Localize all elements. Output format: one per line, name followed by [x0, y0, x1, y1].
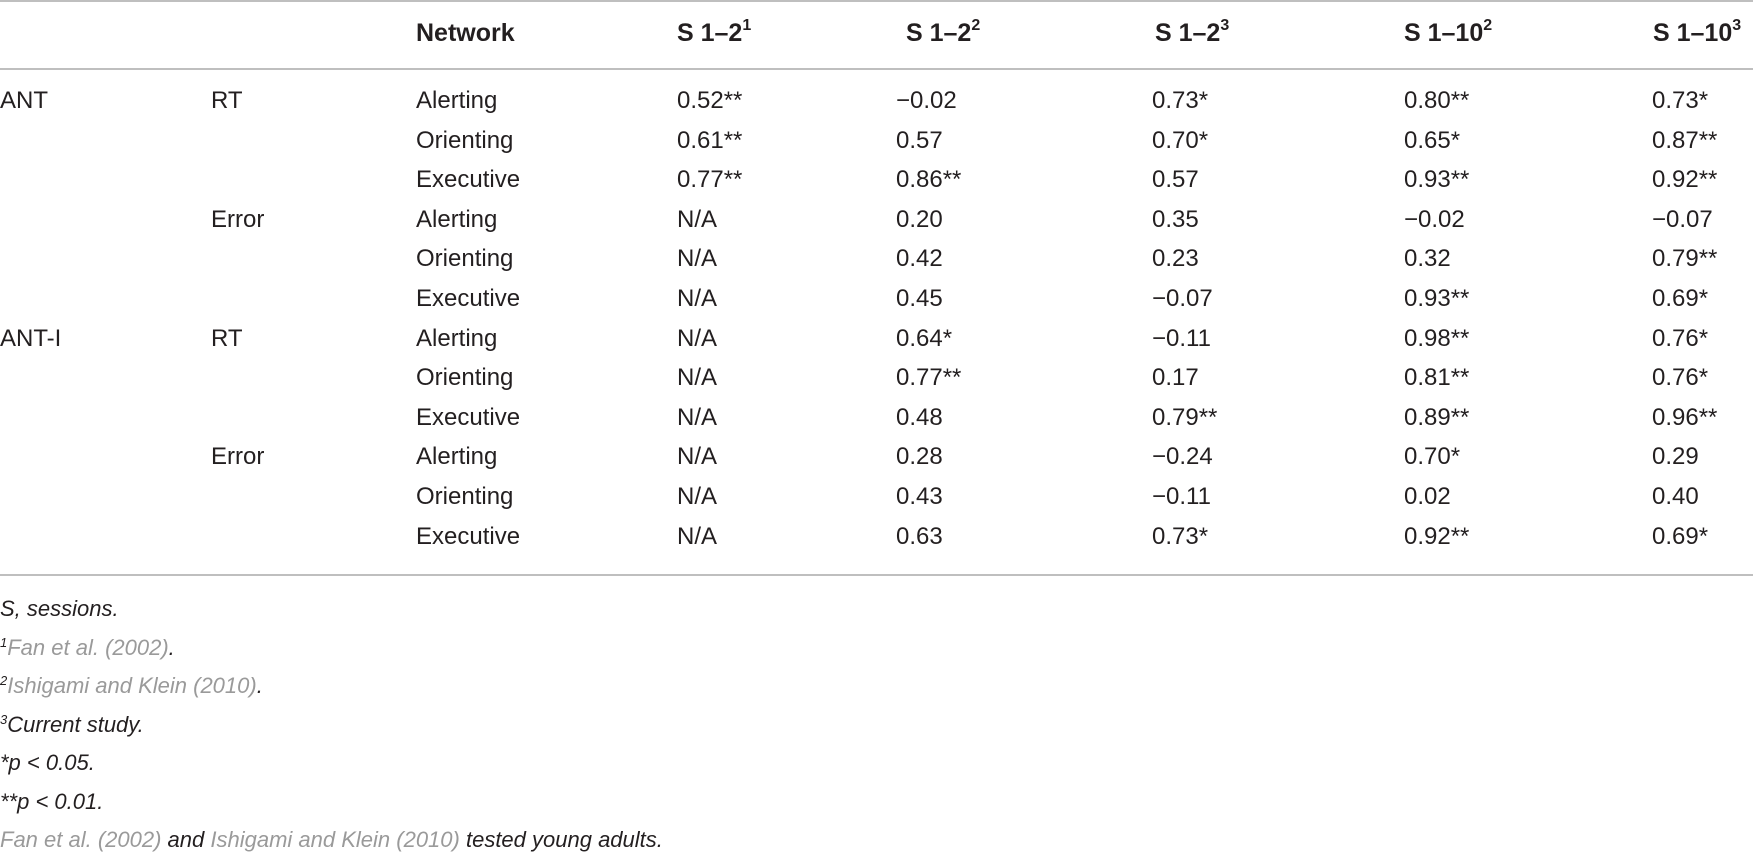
footnote-3: $^3$Current study.: [0, 711, 144, 737]
cell-s12-2: 0.20: [896, 205, 943, 233]
cell-s12-2: 0.77**: [896, 364, 962, 392]
cell-s12-3: −0.11: [1152, 324, 1211, 352]
row-network-label: Orienting: [416, 245, 514, 273]
row-task-label: ANT: [0, 87, 48, 114]
table-header-row: [0, 13, 1753, 53]
cell-s12-2: 0.48: [896, 403, 943, 431]
row-network-label: Alerting: [416, 87, 498, 114]
row-measure-label: RT: [211, 324, 243, 352]
cell-s110-2: 0.65*: [1404, 126, 1461, 154]
cell-s12-3: −0.11: [1152, 482, 1211, 510]
footnote-sessions: S, sessions.: [0, 596, 119, 621]
cell-s12-2: 0.28: [896, 443, 943, 471]
cell-s110-3: 0.69*: [1652, 284, 1709, 312]
cell-s12-1: 0.61**: [677, 126, 743, 154]
cell-s110-2: 0.80**: [1404, 87, 1470, 114]
table-row: [0, 279, 1753, 319]
cell-s12-1: N/A: [677, 522, 718, 550]
cell-s110-3: 0.96**: [1652, 403, 1718, 431]
cell-s12-3: 0.57: [1152, 166, 1199, 194]
footnote-1: $^1$Fan et al. (2002).: [0, 634, 175, 660]
table-row: [0, 517, 1753, 557]
cell-s110-3: 0.87**: [1652, 126, 1718, 154]
cell-s110-2: 0.93**: [1404, 166, 1470, 194]
cell-s110-3: −0.07: [1652, 205, 1713, 233]
row-network-label: Orienting: [416, 364, 514, 392]
cell-s12-3: 0.23: [1152, 245, 1199, 273]
row-network-label: Orienting: [416, 482, 514, 510]
cell-s12-1: 0.77**: [677, 166, 743, 194]
row-network-label: Executive: [416, 166, 521, 194]
footnote-p05: *p < 0.05.: [0, 750, 95, 775]
table-row: [0, 319, 1753, 359]
table-bottom-rule: [0, 574, 1753, 576]
header-s12-3: S $1-2^3$: [1155, 17, 1230, 47]
cell-s12-3: 0.70*: [1152, 126, 1209, 154]
table-row: [0, 239, 1753, 279]
cell-s110-2: 0.70*: [1404, 443, 1461, 471]
table-row: [0, 160, 1753, 200]
cell-s110-3: 0.92**: [1652, 166, 1718, 194]
table-row: [0, 121, 1753, 161]
cell-s12-1: N/A: [677, 482, 718, 510]
cell-s12-1: N/A: [677, 245, 718, 273]
reference-link-fan[interactable]: Fan et al. (2002): [7, 634, 169, 660]
cell-s12-2: 0.57: [896, 126, 943, 154]
cell-s110-2: 0.98**: [1404, 324, 1470, 352]
header-network: Network: [416, 19, 515, 47]
header-s12-1: S $1-2^1$: [677, 17, 752, 47]
cell-s12-2: 0.43: [896, 482, 943, 510]
cell-s12-1: N/A: [677, 443, 718, 471]
cell-s12-1: N/A: [677, 364, 718, 392]
row-network-label: Alerting: [416, 324, 498, 352]
cell-s110-2: 0.92**: [1404, 522, 1470, 550]
table-row: [0, 81, 1753, 121]
row-measure-label: Error: [211, 205, 265, 233]
cell-s12-2: 0.42: [896, 245, 943, 273]
cell-s110-3: 0.69*: [1652, 522, 1709, 550]
table-row: [0, 200, 1753, 240]
header-s110-2: S $1-10^2$: [1404, 17, 1493, 47]
cell-s12-1: N/A: [677, 284, 718, 312]
cell-s12-3: 0.73*: [1152, 522, 1209, 550]
cell-s12-3: −0.24: [1152, 443, 1213, 471]
cell-s110-3: 0.40: [1652, 482, 1699, 510]
header-s12-2: S $1-2^2$: [906, 17, 981, 47]
cell-s110-2: 0.32: [1404, 245, 1451, 273]
cell-s110-3: 0.73*: [1652, 87, 1709, 114]
table-top-rule: [0, 0, 1753, 2]
table-row: [0, 477, 1753, 517]
cell-s12-2: 0.63: [896, 522, 943, 550]
row-network-label: Alerting: [416, 443, 498, 471]
cell-s110-2: 0.02: [1404, 482, 1451, 510]
cell-s110-3: 0.79**: [1652, 245, 1718, 273]
cell-s110-2: 0.89**: [1404, 403, 1470, 431]
cell-s12-3: 0.79**: [1152, 403, 1218, 431]
reference-link-fan[interactable]: Fan et al. (2002): [0, 827, 162, 852]
row-task-label: ANT-I: [0, 324, 62, 352]
cell-s110-2: 0.93**: [1404, 284, 1470, 312]
reference-link-ishigami[interactable]: Ishigami and Klein (2010): [7, 673, 257, 698]
cell-s12-1: N/A: [677, 324, 718, 352]
row-network-label: Alerting: [416, 205, 498, 233]
cell-s12-2: −0.02: [896, 87, 957, 114]
footnote-2: $^2$Ishigami and Klein (2010).: [0, 673, 263, 698]
cell-s12-3: −0.07: [1152, 284, 1213, 312]
footnote-p01: **p < 0.01.: [0, 788, 104, 814]
cell-s12-3: 0.73*: [1152, 87, 1209, 114]
table-footnotes: [0, 590, 1753, 860]
table-row: [0, 358, 1753, 398]
row-network-label: Executive: [416, 522, 521, 550]
row-network-label: Orienting: [416, 126, 514, 154]
table-body: [0, 81, 1753, 556]
cell-s12-3: 0.35: [1152, 205, 1199, 233]
table-row: [0, 398, 1753, 438]
cell-s12-2: 0.86**: [896, 166, 962, 194]
row-network-label: Executive: [416, 284, 521, 312]
cell-s110-2: −0.02: [1404, 205, 1465, 233]
cell-s12-3: 0.17: [1152, 364, 1199, 392]
cell-s110-3: 0.29: [1652, 443, 1699, 471]
cell-s12-1: N/A: [677, 403, 718, 431]
row-measure-label: Error: [211, 443, 265, 471]
reference-link-ishigami[interactable]: Ishigami and Klein (2010): [210, 827, 460, 852]
cell-s110-2: 0.81**: [1404, 364, 1470, 392]
footnote-population: Fan et al. (2002) and Ishigami and Klein (2010) tested young adults.: [0, 827, 663, 852]
row-network-label: Executive: [416, 403, 521, 431]
cell-s110-3: 0.76*: [1652, 364, 1709, 392]
header-s110-3: S $1-10^3$: [1653, 17, 1742, 47]
row-measure-label: RT: [211, 87, 243, 114]
cell-s12-1: N/A: [677, 205, 718, 233]
table-header-rule: [0, 68, 1753, 70]
cell-s110-3: 0.76*: [1652, 324, 1709, 352]
cell-s12-2: 0.45: [896, 284, 943, 312]
cell-s12-2: 0.64*: [896, 324, 953, 352]
table-row: [0, 437, 1753, 477]
cell-s12-1: 0.52**: [677, 87, 743, 114]
